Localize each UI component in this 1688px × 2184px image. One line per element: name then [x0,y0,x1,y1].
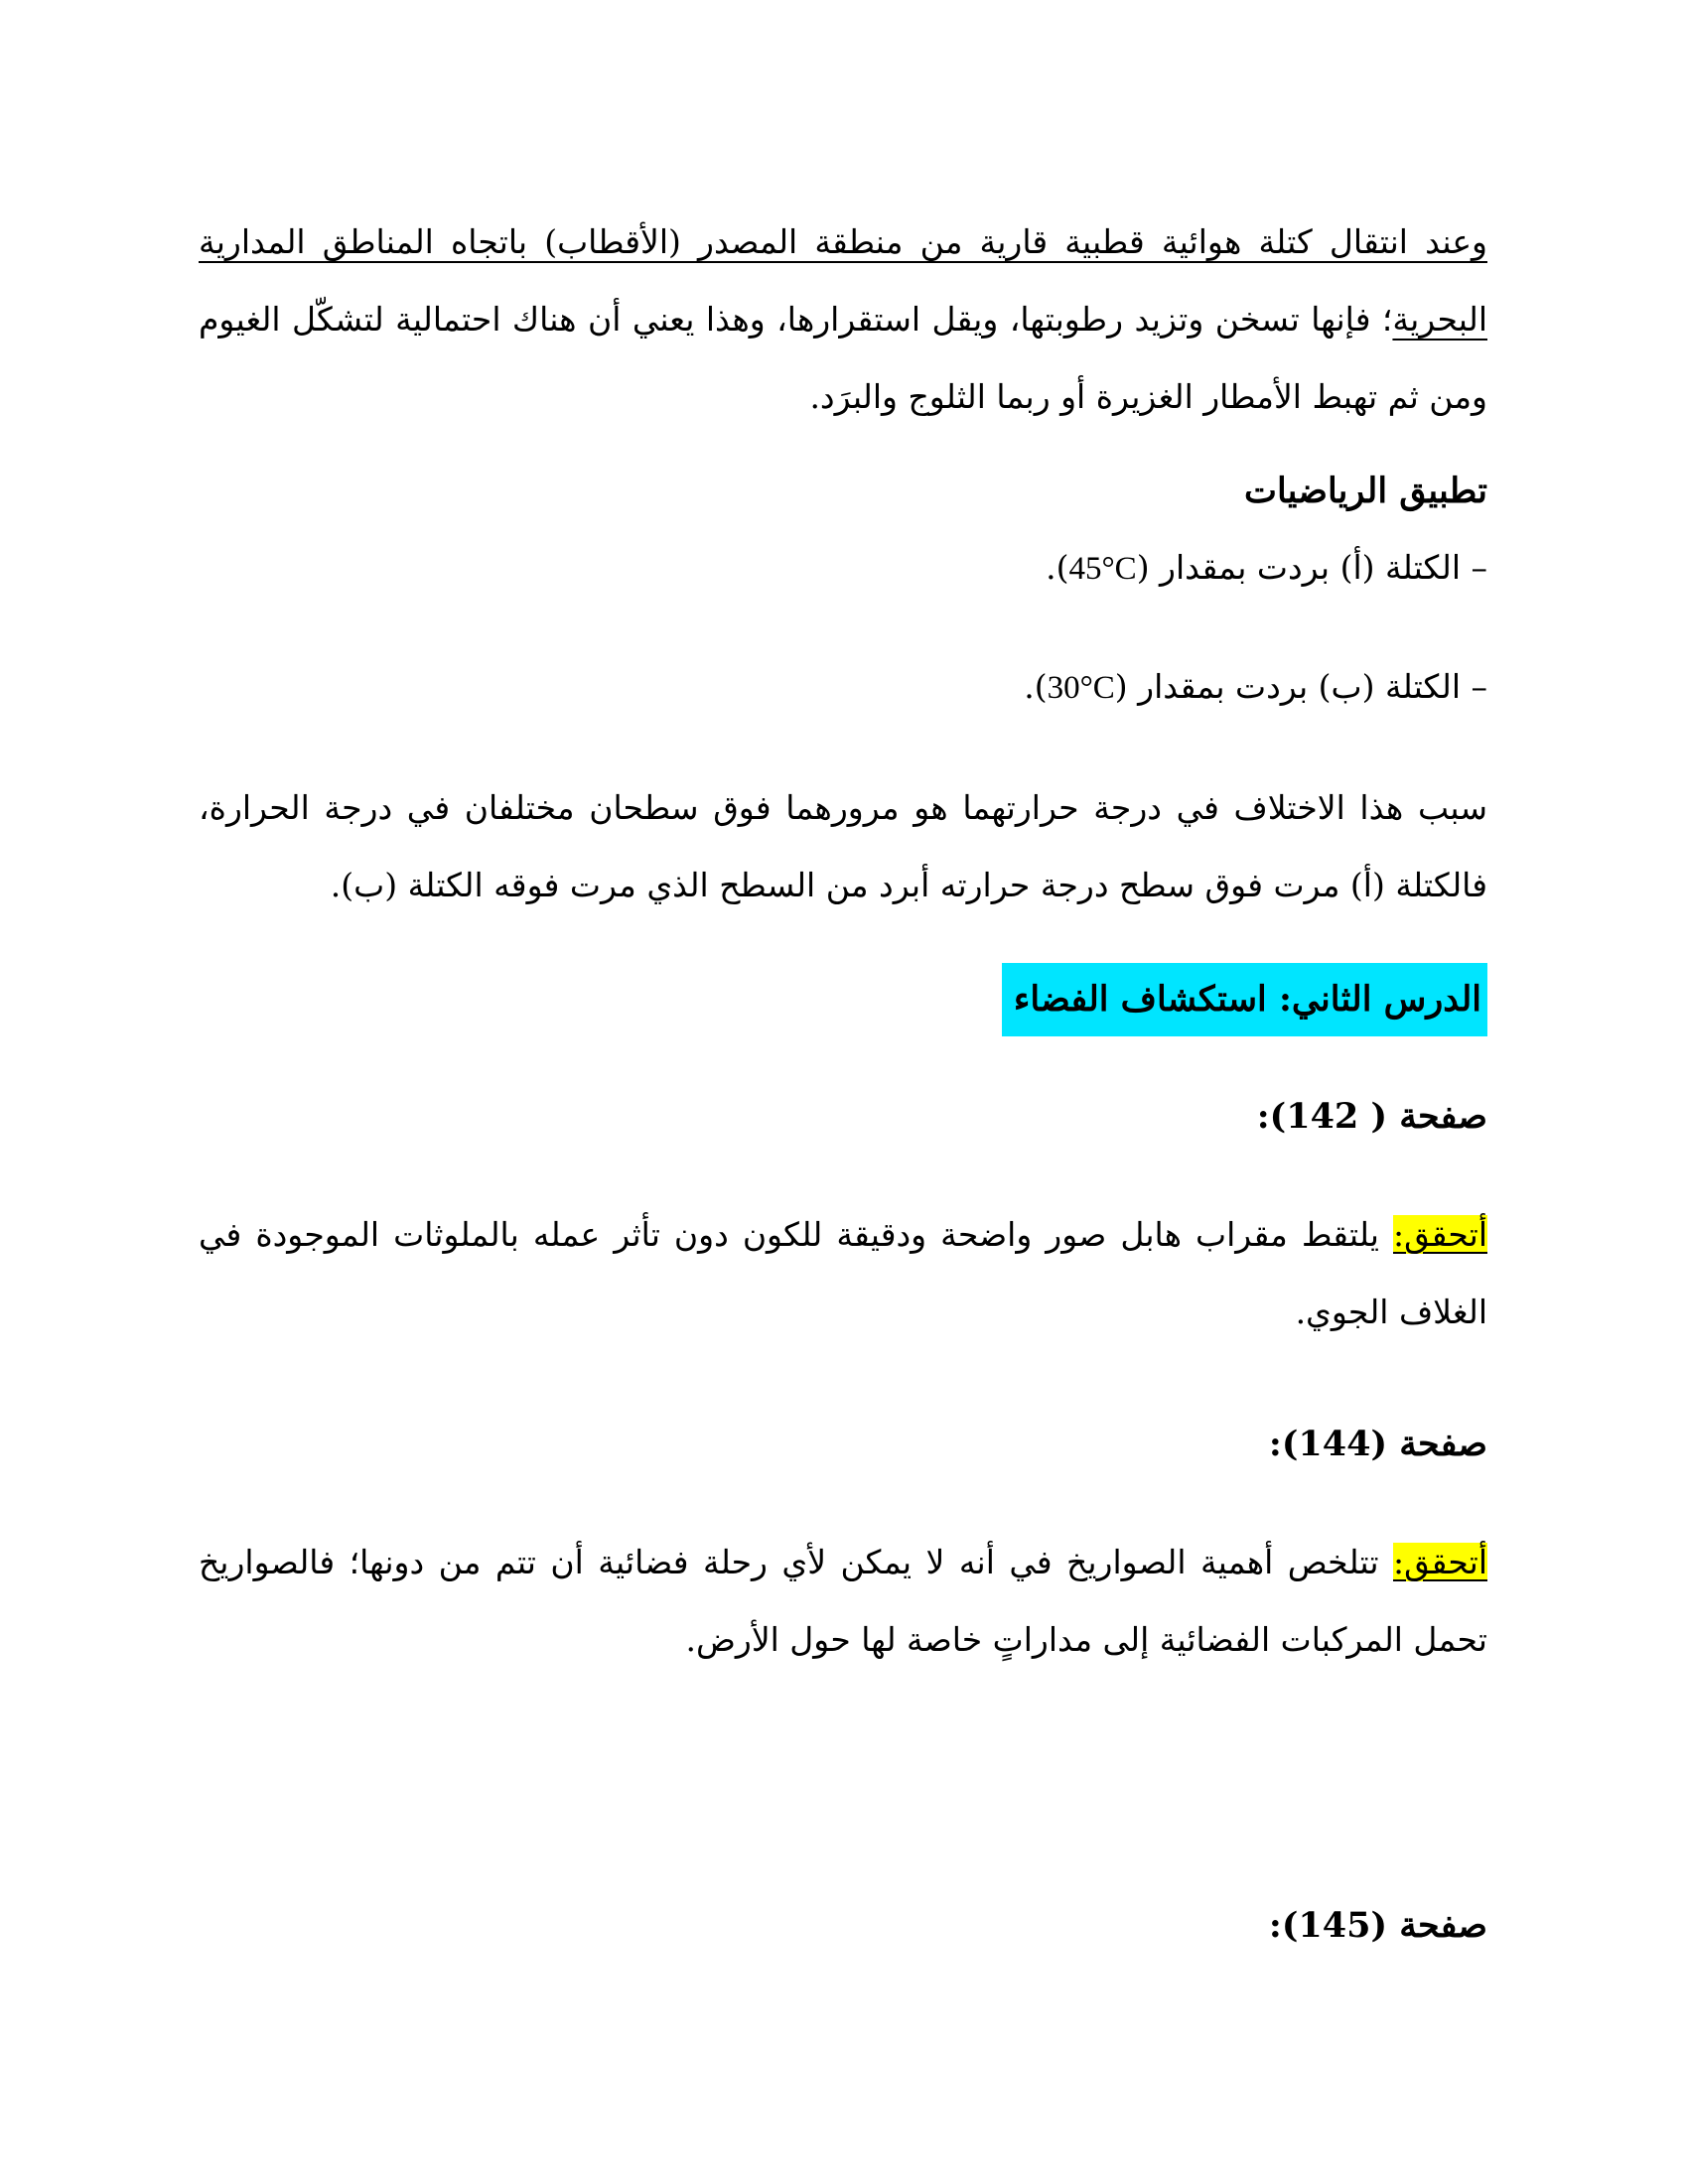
page-142-answer-line-1 [199,1196,1487,1274]
page-144-answer [199,1524,1487,1679]
underlined-word: البحرية [1392,300,1487,339]
intro-paragraph [199,204,1487,436]
intro-line-2-rest: ؛ فإنها تسخن وتزيد رطوبتها، ويقل استقرارها، وهذا يعني أن هناك احتمالية لتشكّل الغيوم [199,300,1393,339]
intro-line-1: وعند انتقال كتلة هوائية قطبية قارية من منطقة المصدر (الأقطاب) باتجاه المناطق المدارية [199,222,1487,261]
math-item-b: – الكتلة (ب) بردت بمقدار (30°C). [1024,667,1487,706]
math-item-a: – الكتلة (أ) بردت بمقدار (45°C). [1046,548,1487,587]
lesson-title-banner: الدرس الثاني: استكشاف الفضاء [1002,963,1487,1036]
page-144-answer-line-2: تحمل المركبات الفضائية إلى مداراتٍ خاصة لها حول الأرض. [685,1620,1487,1659]
explanation-line-1: سبب هذا الاختلاف في درجة حرارتهما هو مرورهما فوق سطحان مختلفان في درجة الحرارة، [199,788,1487,827]
page-144-label: صفحة (144): [1268,1424,1487,1464]
page-144-answer-line-1 [199,1524,1487,1601]
check-label-highlight: أتحقق: [1393,1215,1487,1254]
math-section-heading: تطبيق الرياضيات [1244,471,1487,511]
explanation-line-2: فالكتلة (أ) مرت فوق سطح درجة حرارته أبرد من السطح الذي مرت فوقه الكتلة (ب). [330,866,1487,904]
page-142-answer-text-1: يلتقط مقراب هابل صور واضحة ودقيقة للكون دون تأثر عمله بالملوثات الموجودة في [199,1215,1379,1254]
intro-line-3: ومن ثم تهبط الأمطار الغزيرة أو ربما الثلوج والبرَد. [809,377,1487,416]
document-page [199,0,1487,2184]
page-144-answer-text-1: تتلخص أهمية الصواريخ في أنه لا يمكن لأي رحلة فضائية أن تتم من دونها؛ فالصواريخ [199,1543,1379,1581]
page-145-label: صفحة (145): [1268,1905,1487,1946]
check-label-highlight: أتحقق: [1393,1543,1487,1581]
page-142-answer [199,1196,1487,1351]
math-explanation [199,769,1487,924]
intro-line-2 [199,281,1487,358]
page-142-label: صفحة ( 142): [1256,1096,1487,1137]
page-142-answer-line-2: الغلاف الجوي. [1295,1293,1487,1331]
